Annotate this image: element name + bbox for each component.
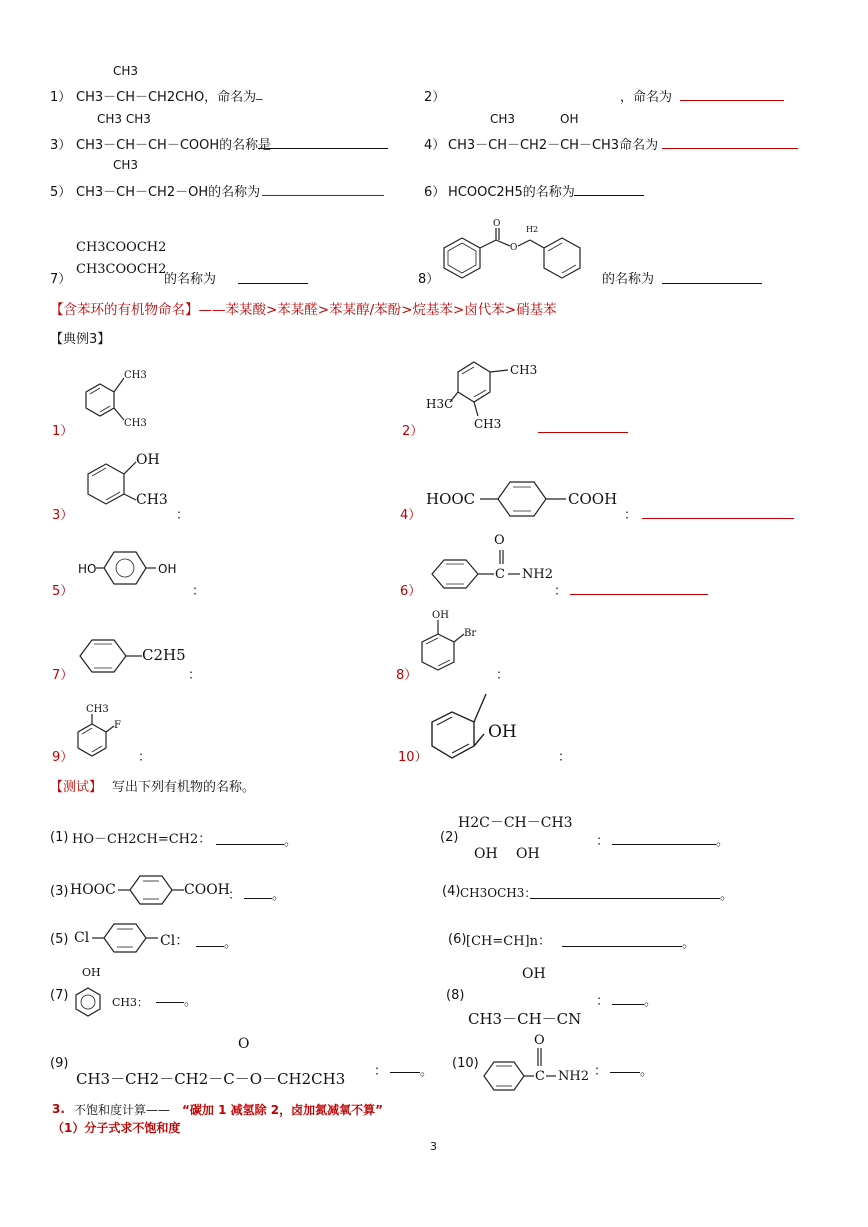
- e9-structure: [74, 700, 134, 760]
- t9-number: (9): [50, 1056, 69, 1071]
- t9-end: 。: [420, 1064, 434, 1079]
- t3-left-group: HOOC: [70, 882, 116, 898]
- e1-methyl-2: CH3: [124, 418, 147, 429]
- t7-hydroxyl: OH: [82, 966, 101, 979]
- e2-number: 2）: [402, 424, 424, 439]
- q3-answer-blank[interactable]: [258, 148, 388, 149]
- benzene-naming-heading: 【含苯环的有机物命名】——苯某酸>苯某醛>苯某醇/苯酚>烷基苯>卤代苯>硝基苯: [50, 302, 557, 318]
- t3-answer-blank[interactable]: [244, 898, 272, 899]
- q2-suffix: ，命名为: [620, 90, 673, 105]
- e4-right-group: COOH: [568, 490, 618, 508]
- e7-colon: ：: [188, 668, 202, 683]
- t7-end: 。: [184, 994, 198, 1009]
- e8-bromo: Br: [464, 628, 477, 639]
- section-3-title: 不饱和度计算——: [74, 1103, 171, 1117]
- e6-carbon: C: [495, 567, 505, 582]
- q8-structure: [436, 218, 596, 284]
- e1-methyl-1: CH3: [124, 370, 147, 381]
- e3-number: 3）: [52, 508, 74, 523]
- subsection-1: （1）分子式求不饱和度: [52, 1121, 181, 1135]
- q5-branch: CH3: [113, 158, 139, 172]
- test-heading-text: 写出下列有机物的名称。: [112, 780, 256, 795]
- t5-number: (5): [50, 932, 69, 947]
- q1-answer-mark: _: [256, 86, 263, 101]
- q7-answer-blank[interactable]: [238, 283, 308, 284]
- t10-number: (10): [452, 1056, 479, 1071]
- e6-amide: NH2: [522, 567, 553, 582]
- q6-answer-blank[interactable]: [574, 195, 644, 196]
- t3-colon: ：: [228, 888, 242, 903]
- e2-structure: [424, 350, 544, 434]
- q8-ch2-label: H2: [526, 225, 539, 234]
- t5-right-group: Cl：: [160, 933, 190, 949]
- t5-answer-blank[interactable]: [196, 946, 224, 947]
- q7-suffix: 的名称为: [164, 272, 217, 287]
- t1-formula: HO－CH2CH=CH2：: [72, 832, 212, 847]
- t8-end: 。: [644, 994, 658, 1009]
- e9-fluoro: F: [114, 720, 121, 731]
- t4-end: 。: [720, 888, 734, 903]
- e4-colon: ：: [624, 508, 638, 523]
- e1-structure: [80, 366, 150, 429]
- t6-answer-blank[interactable]: [562, 946, 682, 947]
- t3-end: 。: [272, 888, 286, 903]
- e7-number: 7）: [52, 668, 74, 683]
- e5-number: 5）: [52, 584, 74, 599]
- q7-line-2: CH3COOCH2: [76, 262, 167, 277]
- e10-hydroxyl: OH: [488, 722, 517, 742]
- t2-chain: H2C－CH－CH3: [458, 815, 573, 831]
- t9-answer-blank[interactable]: [390, 1072, 420, 1073]
- t2-end: 。: [716, 834, 730, 849]
- page-number: 3: [430, 1140, 437, 1153]
- e10-number: 10）: [398, 750, 428, 765]
- e5-left-group: HO: [78, 562, 97, 576]
- q7-number: 7）: [50, 272, 72, 287]
- q3-branch: CH3 CH3: [97, 112, 151, 126]
- t6-end: 。: [682, 936, 696, 951]
- e6-answer-blank[interactable]: [570, 594, 708, 595]
- e5-ring: [96, 548, 166, 588]
- t10-carbon: C: [535, 1069, 545, 1084]
- e2-methyl-3: CH3: [474, 417, 502, 431]
- q2-number: 2）: [424, 90, 446, 105]
- t10-answer-blank[interactable]: [610, 1072, 640, 1073]
- t1-answer-blank[interactable]: [216, 844, 284, 845]
- t1-number: (1): [50, 830, 69, 845]
- section-3-number: 3.: [52, 1102, 65, 1116]
- q8-number: 8）: [418, 272, 440, 287]
- t5-end: 。: [224, 936, 238, 951]
- t8-answer-blank[interactable]: [612, 1004, 644, 1005]
- t10-structure: [480, 1032, 604, 1094]
- t4-answer-blank[interactable]: [530, 898, 720, 899]
- q3-formula: CH3－CH－CH－COOH的名称是: [76, 138, 272, 153]
- t9-colon: ：: [374, 1064, 388, 1079]
- t6-number: (6): [448, 932, 467, 947]
- t8-hydroxyl: OH: [522, 966, 546, 982]
- e8-structure: [420, 606, 490, 676]
- q8-suffix: 的名称为: [602, 272, 655, 287]
- t4-formula: CH3OCH3：: [460, 886, 537, 900]
- q4-branch-1: CH3: [490, 112, 516, 126]
- e2-answer-blank[interactable]: [538, 432, 628, 433]
- q1-formula: CH3－CH－CH2CHO，命名为: [76, 90, 257, 105]
- t8-formula: CH3－CH－CN: [468, 1010, 582, 1028]
- e3-structure: [84, 446, 174, 516]
- t6-formula: [CH=CH]n：: [466, 934, 551, 949]
- q6-number: 6）: [424, 185, 446, 200]
- q1-branch: CH3: [113, 64, 139, 78]
- t7-methyl: CH3：: [112, 996, 149, 1009]
- e6-number: 6）: [400, 584, 422, 599]
- e7-ethyl: C2H5: [142, 646, 186, 664]
- t2-oh-2: OH: [516, 846, 540, 862]
- example-3-heading: 【典例3】: [50, 332, 111, 347]
- q4-formula: CH3－CH－CH2－CH－CH3命名为: [448, 138, 659, 153]
- q2-answer-blank[interactable]: [680, 100, 784, 101]
- q8-ester-o: O: [510, 243, 518, 253]
- e4-ring: [480, 478, 570, 524]
- e6-structure: [428, 530, 568, 596]
- t2-answer-blank[interactable]: [612, 844, 716, 845]
- e3-colon: ：: [176, 508, 190, 523]
- q5-number: 5）: [50, 185, 72, 200]
- t7-answer-blank[interactable]: [156, 1002, 184, 1003]
- q3-number: 3）: [50, 138, 72, 153]
- e3-methyl: CH3: [136, 492, 168, 508]
- e2-methyl-1: CH3: [510, 363, 538, 377]
- q4-answer-blank[interactable]: [662, 148, 798, 149]
- e8-hydroxyl: OH: [432, 610, 449, 621]
- t7-ring: [74, 986, 104, 1020]
- test-heading-tag: 【测试】: [50, 780, 103, 795]
- e2-methyl-2: H3C: [426, 397, 454, 411]
- q7-line-1: CH3COOCH2: [76, 240, 167, 255]
- q8-answer-blank[interactable]: [662, 283, 762, 284]
- t5-left-group: Cl: [74, 930, 90, 946]
- e5-colon: ：: [192, 584, 206, 599]
- q8-carbonyl-o: O: [493, 219, 501, 229]
- t9-formula: CH3－CH2－CH2－C－O－CH2CH3: [76, 1070, 346, 1088]
- section-3-rule: “碳加 1 减氢除 2，卤加氮减氧不算”: [182, 1103, 384, 1117]
- t2-number: (2): [440, 830, 459, 845]
- e4-left-group: HOOC: [426, 490, 476, 508]
- t3-right-group: COOH: [184, 882, 230, 898]
- e8-number: 8）: [396, 668, 418, 683]
- t10-amide: NH2: [558, 1069, 589, 1084]
- t9-carbonyl-o: O: [238, 1036, 250, 1052]
- t2-oh-1: OH: [474, 846, 498, 862]
- t10-colon: ：: [594, 1064, 608, 1079]
- e7-ring: [76, 634, 146, 682]
- t2-colon: ：: [596, 834, 610, 849]
- q4-number: 4）: [424, 138, 446, 153]
- t1-end: 。: [284, 834, 298, 849]
- q4-branch-2: OH: [560, 112, 579, 126]
- t7-number: (7): [50, 988, 69, 1003]
- e4-answer-blank[interactable]: [642, 518, 794, 519]
- e1-number: 1）: [52, 424, 74, 439]
- t5-ring: [92, 922, 168, 958]
- e10-colon: ：: [558, 750, 572, 765]
- e6-oxygen: O: [494, 533, 505, 548]
- t3-number: (3): [50, 884, 69, 899]
- e9-colon: ：: [138, 750, 152, 765]
- t8-colon: ：: [596, 994, 610, 1009]
- q5-answer-blank[interactable]: [262, 195, 384, 196]
- e9-methyl: CH3: [86, 704, 109, 715]
- t4-number: (4): [442, 884, 461, 899]
- q1-number: 1）: [50, 90, 72, 105]
- e5-right-group: OH: [158, 562, 177, 576]
- e6-colon: ：: [554, 584, 568, 599]
- q5-formula: CH3－CH－CH2－OH的名称为: [76, 185, 261, 200]
- t10-end: 。: [640, 1064, 654, 1079]
- q6-formula: HCOOC2H5的名称为: [448, 185, 575, 200]
- t10-oxygen: O: [534, 1033, 545, 1048]
- e4-number: 4）: [400, 508, 422, 523]
- t8-number: (8): [446, 988, 465, 1003]
- e9-number: 9）: [52, 750, 74, 765]
- e3-hydroxyl: OH: [136, 452, 160, 468]
- e8-colon: ：: [496, 668, 510, 683]
